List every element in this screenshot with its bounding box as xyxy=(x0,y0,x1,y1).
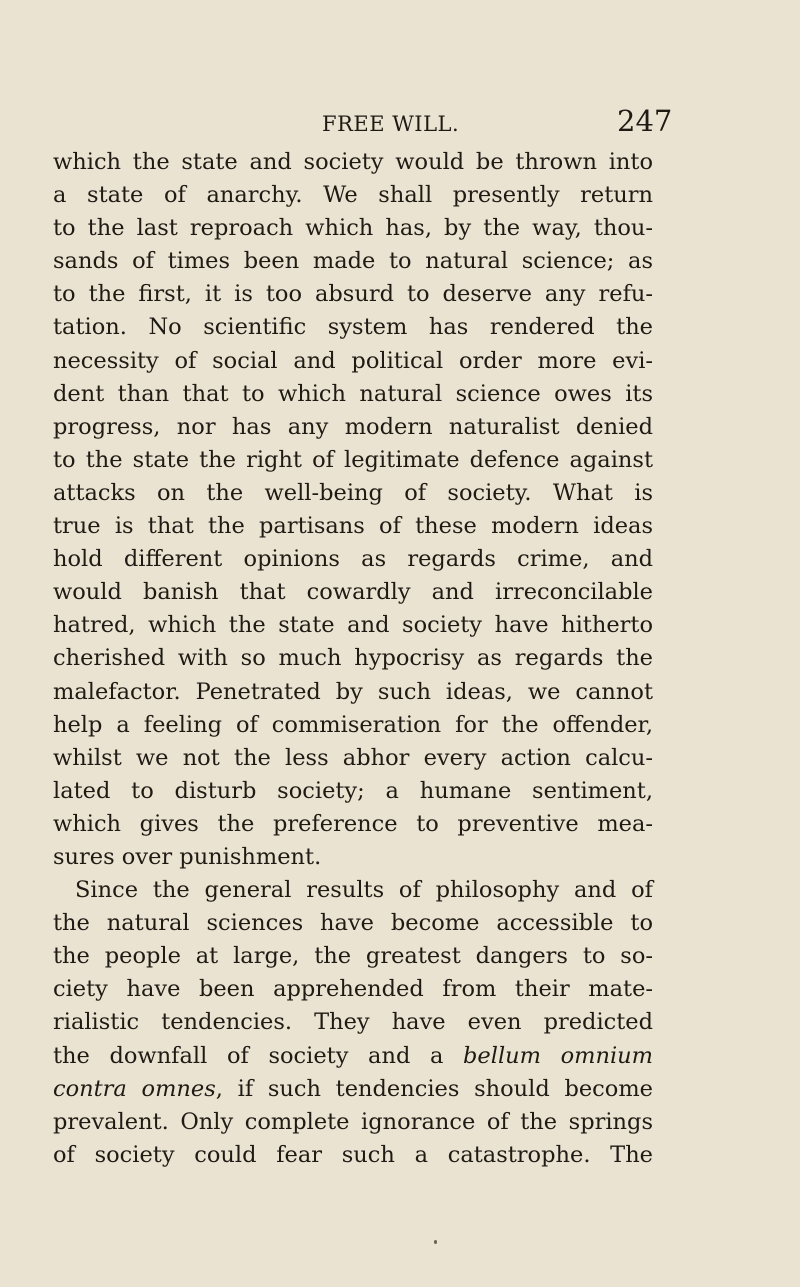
text-line: which gives the preference to preventive mea- xyxy=(53,810,653,837)
text-line: ciety have been apprehended from their mate- xyxy=(53,976,653,1003)
text-line: hatred, which the state and society have hitherto xyxy=(53,612,653,639)
text-line: cherished with so much hypocrisy as regards the xyxy=(53,645,653,672)
text-line: to the first, it is too absurd to deserve any refu- xyxy=(53,281,653,308)
text-line: lated to disturb society; a humane sentiment, xyxy=(53,777,653,804)
text-line: true is that the partisans of these modern ideas xyxy=(53,513,653,540)
text-line: rialistic tendencies. They have even predicted xyxy=(53,1009,653,1036)
running-head xyxy=(0,104,800,140)
text-line: malefactor. Penetrated by such ideas, we cannot xyxy=(53,678,653,705)
paper-speck xyxy=(434,1240,437,1244)
text-line: would banish that cowardly and irreconcilable xyxy=(53,579,653,606)
text-line xyxy=(53,1073,653,1106)
text-line: necessity of social and political order more evi- xyxy=(53,347,653,374)
text-segment: the downfall of society and a xyxy=(53,1042,464,1069)
latin-phrase: contra omnes xyxy=(53,1075,216,1102)
text-line: hold different opinions as regards crime, and xyxy=(53,546,653,573)
text-line: help a feeling of commiseration for the offender, xyxy=(53,711,653,738)
text-line: which the state and society would be thrown into xyxy=(53,149,653,175)
text-line: a state of anarchy. We shall presently return xyxy=(53,182,653,209)
text-line: attacks on the well-being of society. What is xyxy=(53,479,653,506)
text-line: dent than that to which natural science owes its xyxy=(53,380,653,407)
text-line: tation. No scientific system has rendered the xyxy=(53,314,653,341)
text-line: sands of times been made to natural science; as xyxy=(53,248,653,275)
body-text xyxy=(53,146,653,1172)
paragraph-end-line: sures over punishment. xyxy=(53,843,322,870)
text-line: whilst we not the less abhor every action calcu- xyxy=(53,744,653,771)
text-line xyxy=(53,1040,653,1073)
text-line: to the state the right of legitimate defence against xyxy=(53,446,653,473)
text-segment: , if such tendencies should become xyxy=(215,1075,653,1102)
latin-phrase: bellum omnium xyxy=(463,1042,653,1069)
text-line: to the last reproach which has, by the way, thou- xyxy=(53,215,653,242)
page-number: 247 xyxy=(617,104,673,138)
text-line: of society could fear such a catastrophe. The xyxy=(53,1141,653,1168)
text-line: the people at large, the greatest dangers to so- xyxy=(53,943,653,970)
running-title: FREE WILL. xyxy=(322,112,460,136)
text-line: progress, nor has any modern naturalist denied xyxy=(53,413,653,440)
text-line: the natural sciences have become accessible to xyxy=(53,910,653,937)
text-line: prevalent. Only complete ignorance of the springs xyxy=(53,1108,653,1135)
paragraph-start-line: Since the general results of philosophy and of xyxy=(75,877,653,904)
